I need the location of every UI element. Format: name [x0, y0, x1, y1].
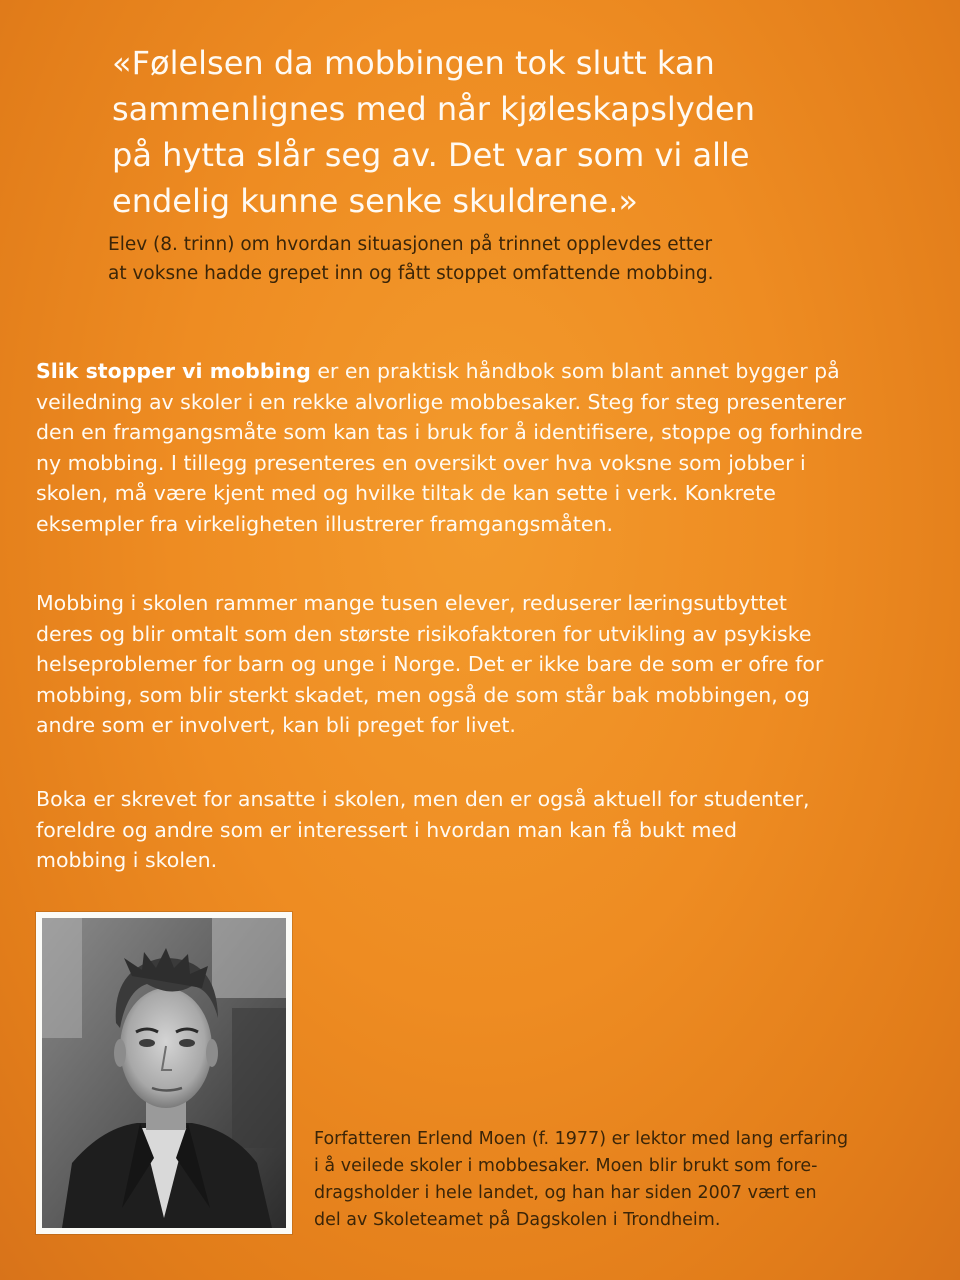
bio-line: dragsholder i hele landet, og han har siden 2007 vært en: [314, 1183, 817, 1203]
description-paragraph-1: [36, 356, 916, 539]
paragraph-line: skolen, må være kjent med og hvilke tiltak de kan sette i verk. Konkrete: [36, 481, 776, 505]
author-bio: [314, 1126, 914, 1234]
quote-line: sammenlignes med når kjøleskapslyden: [112, 90, 755, 128]
author-portrait: [42, 918, 286, 1228]
description-paragraph-3: [36, 784, 916, 876]
paragraph-line: den en framgangsmåte som kan tas i bruk for å identifisere, stoppe og forhindre: [36, 420, 863, 444]
paragraph-line: andre som er involvert, kan bli preget for livet.: [36, 713, 516, 737]
paragraph-line: helseproblemer for barn og unge i Norge. Det er ikke bare de som er ofre for: [36, 652, 824, 676]
paragraph-line: Mobbing i skolen rammer mange tusen elever, reduserer læringsutbyttet: [36, 591, 787, 615]
paragraph-line: Boka er skrevet for ansatte i skolen, men den er også aktuell for studenter,: [36, 787, 810, 811]
paragraph-line: mobbing, som blir sterkt skadet, men også de som står bak mobbingen, og: [36, 682, 810, 707]
paragraph-line: eksempler fra virkeligheten illustrerer framgangsmåten.: [36, 511, 613, 536]
paragraph-line: deres og blir omtalt som den største risikofaktoren for utvikling av psykiske: [36, 621, 812, 646]
attribution-line: at voksne hadde grepet inn og fått stoppet omfattende mobbing.: [108, 263, 714, 284]
bio-line: del av Skoleteamet på Dagskolen i Trondheim.: [314, 1210, 721, 1230]
back-cover-quote: [112, 40, 832, 224]
paragraph-line: mobbing i skolen.: [36, 848, 218, 872]
paragraph-line: ny mobbing. I tillegg presenteres en oversikt over hva voksne som jobber i: [36, 450, 806, 475]
paragraph-line: veiledning av skoler i en rekke alvorlige mobbesaker. Steg for steg presenterer: [36, 389, 846, 414]
quote-line: på hytta slår seg av. Det var som vi alle: [112, 136, 750, 174]
bio-line: Forfatteren Erlend Moen (f. 1977) er lektor med lang erfaring: [314, 1129, 849, 1149]
quote-line: «Følelsen da mobbingen tok slutt kan: [112, 44, 715, 82]
paragraph-line: er en praktisk håndbok som blant annet bygger på: [310, 359, 840, 383]
quote-attribution: [108, 230, 848, 288]
paragraph-line: foreldre og andre som er interessert i hvordan man kan få bukt med: [36, 817, 738, 842]
attribution-line: Elev (8. trinn) om hvordan situasjonen på trinnet opplevdes etter: [108, 234, 713, 255]
bio-line: i å veilede skoler i mobbesaker. Moen blir brukt som fore-: [314, 1156, 818, 1176]
author-photo-frame: [36, 912, 292, 1234]
quote-line: endelig kunne senke skuldrene.»: [112, 182, 638, 220]
description-paragraph-2: [36, 588, 916, 741]
book-title-lead: Slik stopper vi mobbing: [36, 359, 311, 383]
